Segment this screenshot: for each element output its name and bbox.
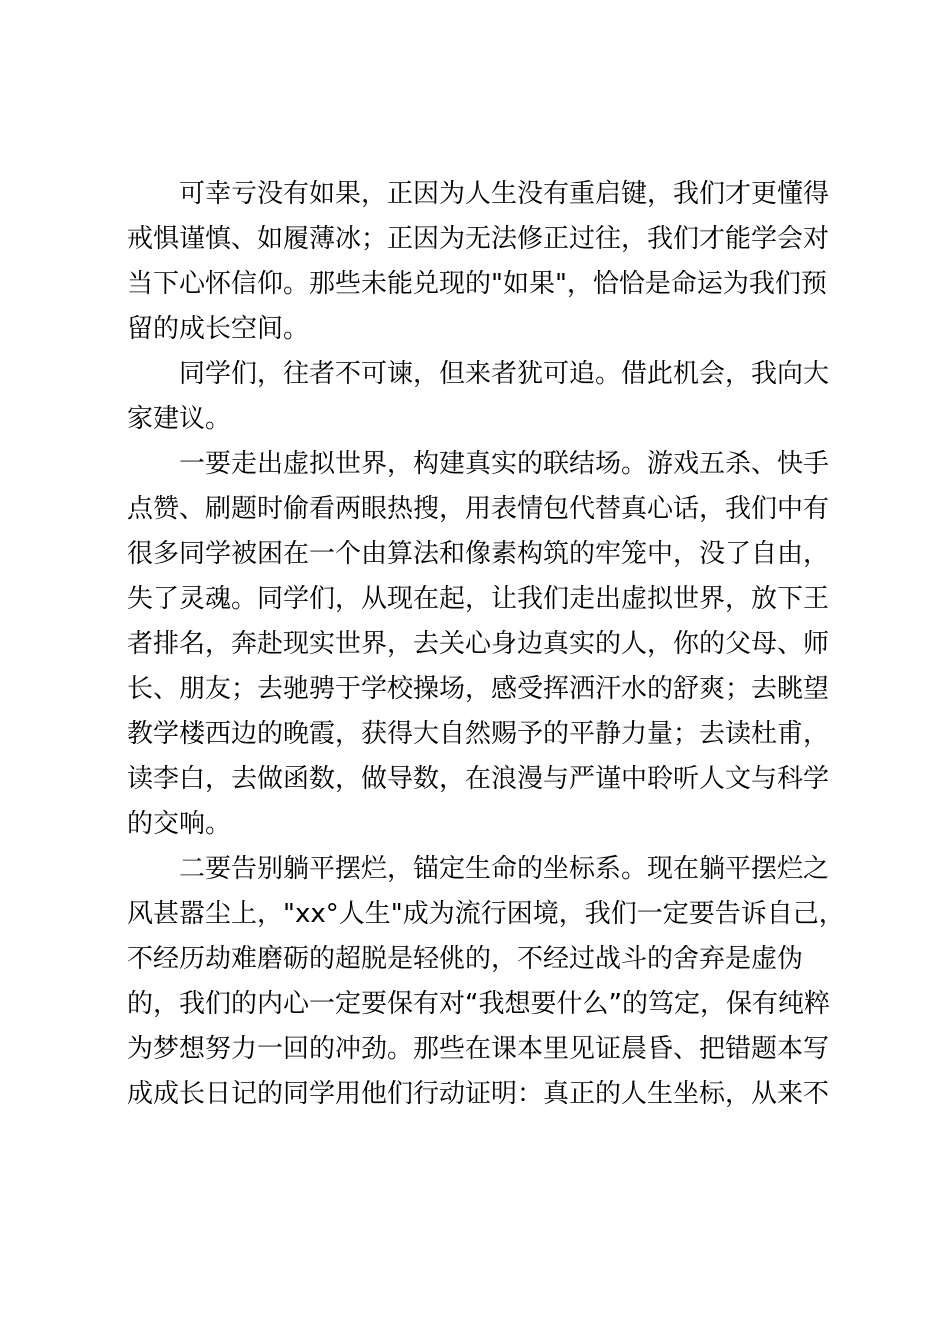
paragraph-line: 一要走出虚拟世界，构建真实的联结场。游戏五杀、快手 xyxy=(179,449,830,479)
paragraph-line: 风甚嚣尘上，"xx°人生"成为流行困境，我们一定要告诉自己， xyxy=(127,899,845,929)
paragraph-line: 同学们，往者不可谏，但来者犹可追。借此机会，我向大 xyxy=(179,359,830,389)
paragraph-line: 长、朋友；去驰骋于学校操场，感受挥洒汗水的舒爽；去眺望 xyxy=(127,674,830,704)
paragraph-line: 成成长日记的同学用他们行动证明：真正的人生坐标，从来不 xyxy=(127,1079,830,1109)
paragraph-3 xyxy=(127,442,830,847)
paragraph-line: 很多同学被困在一个由算法和像素构筑的牢笼中，没了自由， xyxy=(127,539,830,569)
paragraph-line: 当下心怀信仰。那些未能兑现的"如果"，恰恰是命运为我们预 xyxy=(127,269,827,299)
paragraph-line: 可幸亏没有如果，正因为人生没有重启键，我们才更懂得 xyxy=(179,179,830,209)
paragraph-line: 的交响。 xyxy=(127,809,232,839)
paragraph-line: 二要告别躺平摆烂，锚定生命的坐标系。现在躺平摆烂之 xyxy=(179,854,830,884)
paragraph-line: 点赞、刷题时偷看两眼热搜，用表情包代替真心话，我们中有 xyxy=(127,494,830,524)
paragraph-4 xyxy=(127,847,845,1117)
paragraph-line: 读李白，去做函数，做导数，在浪漫与严谨中聆听人文与科学 xyxy=(127,764,830,794)
paragraph-line: 留的成长空间。 xyxy=(127,314,310,344)
paragraph-line: 家建议。 xyxy=(127,404,232,434)
paragraph-line: 为梦想努力一回的冲劲。那些在课本里见证晨昏、把错题本写 xyxy=(127,1034,830,1064)
paragraph-line: 失了灵魂。同学们，从现在起，让我们走出虚拟世界，放下王 xyxy=(127,584,830,614)
paragraph-line: 戒惧谨慎、如履薄冰；正因为无法修正过往，我们才能学会对 xyxy=(127,224,830,254)
document-body xyxy=(127,172,845,1117)
paragraph-line: 的，我们的内心一定要保有对“我想要什么”的笃定，保有纯粹 xyxy=(127,989,830,1019)
paragraph-line: 教学楼西边的晚霞，获得大自然赐予的平静力量；去读杜甫， xyxy=(127,719,830,749)
paragraph-line: 者排名，奔赴现实世界，去关心身边真实的人，你的父母、师 xyxy=(127,629,830,659)
paragraph-2 xyxy=(127,352,830,442)
paragraph-1 xyxy=(127,172,830,352)
paragraph-line: 不经历劫难磨砺的超脱是轻佻的，不经过战斗的舍弃是虚伪 xyxy=(127,944,804,974)
